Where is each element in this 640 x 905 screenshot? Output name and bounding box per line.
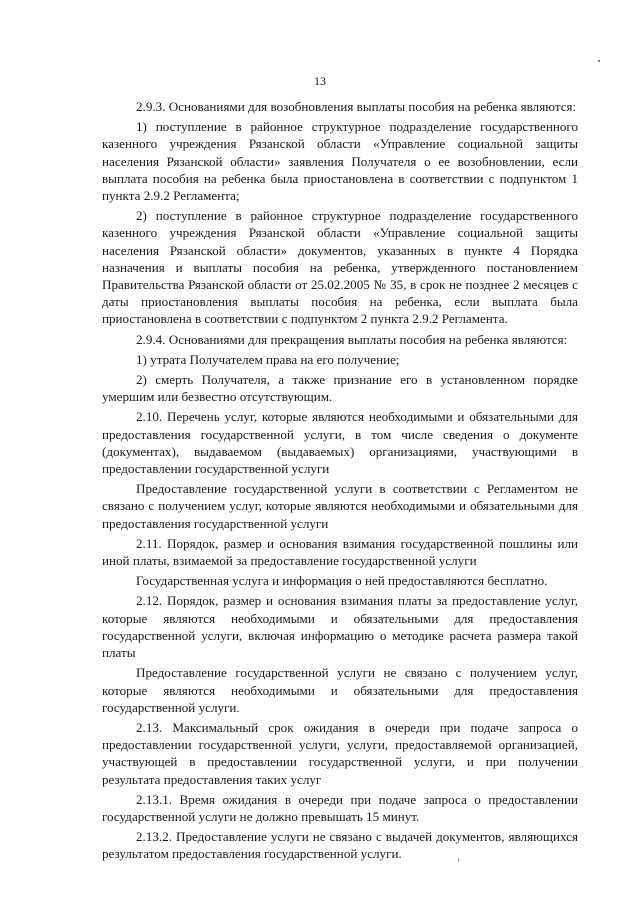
paragraph-2-9-3-item-2: 2) поступление в районное структурное подразделение государственного казенного учреждения Рязанской области «Управление социальной защиты населения Рязанской области» документов, указанных в пункте 4 Порядка назначения и выплаты пособия на ребенка, утвержденного постановлением Правительства Рязанской области от 25.02.2005 № 35, в срок не позднее 2 месяцев с даты приостановления выплаты пособия на ребенка, если выплата была приостановлена в соответствии с подпунктом 2 пункта 2.9.2 Регламента.: [102, 208, 578, 327]
paragraph-2-11: 2.11. Порядок, размер и основания взимания государственной пошлины или иной платы, взимаемой за предоставление государственной услуги: [102, 535, 578, 569]
paragraph-2-13: 2.13. Максимальный срок ожидания в очереди при подаче запроса о предоставлении государственной услуги, услуги, предоставляемой организацией, участвующей в предоставлении государственной услуги, и при получении результата предоставления таких услуг: [102, 719, 578, 787]
paragraph-2-10: 2.10. Перечень услуг, которые являются необходимыми и обязательными для предоставления государственной услуги, в том числе сведения о документе (документах), выдаваемом (выдаваемых) организациями, участвующими в предоставлении государственной услуги: [102, 409, 578, 477]
paragraph-2-9-3: 2.9.3. Основаниями для возобновления выплаты пособия на ребенка являются:: [136, 99, 577, 114]
page-number: 13: [314, 74, 326, 88]
paragraph-2-12-text: Предоставление государственной услуги не связано с получением услуг, которые являются необходимыми и обязательными для предоставления государственной услуги.: [102, 665, 578, 715]
paragraph-2-13-1: 2.13.1. Время ожидания в очереди при подаче запроса о предоставлении государственной услуги не должно превышать 15 минут.: [102, 791, 578, 824]
paragraph-2-9-4-item-1: 1) утрата Получателем права на его получение;: [136, 351, 400, 367]
scan-speck: [598, 60, 600, 62]
paragraph-2-13-2: 2.13.2. Предоставление услуги не связано с выдачей документов, являющихся результатом предоставления государственной услуги.: [102, 829, 578, 862]
paragraph-2-9-3-item-1: 1) поступление в районное структурное подразделение государственного казенного учреждения Рязанской области «Управление социальной защиты населения Рязанской области» заявления Получателя о ее возобновлении, если выплата пособия на ребенка была приостановлена в соответствии с подпунктом 1 пункта 2.9.2 Регламента;: [102, 119, 578, 204]
paragraph-2-12: 2.12. Порядок, размер и основания взимания платы за предоставление услуг, которые являются необходимыми и обязательными для предоставления государственной услуги, включая информацию о методике расчета размера такой платы: [102, 593, 578, 661]
document-body: [102, 98, 578, 866]
paragraph-2-11-text: Государственная услуга и информация о ней предоставляются бесплатно.: [136, 573, 548, 589]
paragraph-2-9-4: 2.9.4. Основаниями для прекращения выплаты пособия на ребенка являются:: [136, 331, 568, 347]
paragraph-2-10-text: Предоставление государственной услуги в соответствии с Регламентом не связано с получением услуг, которые являются необходимыми и обязательными для предоставления государственной услуги: [102, 481, 578, 531]
paragraph-2-9-4-item-2: 2) смерть Получателя, а также признание его в установленном порядке умершим или безвестно отсутствующим.: [102, 372, 578, 405]
